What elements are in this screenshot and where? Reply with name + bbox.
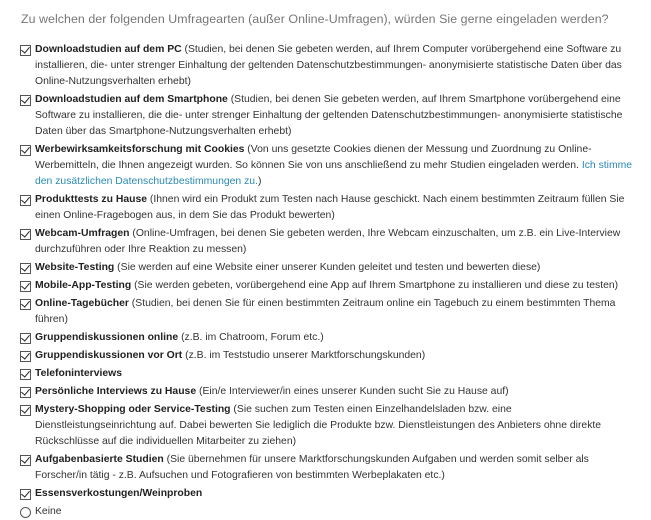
checkmark-icon bbox=[21, 368, 30, 377]
option-description: (Studien, bei denen Sie gebeten werden, auf Ihrem Computer vorübergehend eine Software zu installieren, die- unter strenger Einhaltung der geltenden Datenschutzbestimmungen- anonymisierte statistische Daten über das Online-Nutzungsverhalten erhebt) bbox=[35, 44, 622, 87]
option-item[interactable] bbox=[20, 330, 633, 346]
checkmark-icon bbox=[21, 488, 30, 497]
option-title: Gruppendiskussionen vor Ort bbox=[35, 350, 183, 361]
option-item[interactable] bbox=[20, 192, 633, 224]
question-text: Zu welchen der folgenden Umfragearten (außer Online-Umfragen), würden Sie gerne eingeladen werden? bbox=[21, 12, 609, 26]
option-label bbox=[35, 42, 633, 90]
none-radio[interactable] bbox=[20, 507, 31, 518]
checkmark-icon bbox=[21, 94, 30, 103]
option-checkbox[interactable] bbox=[20, 455, 31, 466]
option-label bbox=[35, 260, 540, 276]
option-checkbox[interactable] bbox=[20, 263, 31, 274]
option-title: Gruppendiskussionen online bbox=[35, 332, 179, 343]
option-title: Website-Testing bbox=[35, 262, 115, 273]
checkmark-icon bbox=[21, 404, 30, 413]
option-label bbox=[35, 366, 122, 382]
option-label bbox=[35, 92, 633, 140]
option-checkbox[interactable] bbox=[20, 405, 31, 416]
none-label: Keine bbox=[35, 506, 62, 517]
option-description: (Von uns gesetzte Cookies dienen der Messung und Zuordnung zu Online-Werbemitteln, die Ihnen angezeigt wurden. So können Sie von uns anschließend zu mehr Studien eingeladen werden. bbox=[35, 144, 592, 171]
option-description: (Sie werden auf eine Website einer unserer Kunden geleitet und testen und bewerten diese) bbox=[114, 262, 541, 273]
option-label bbox=[35, 402, 633, 450]
checkmark-icon bbox=[21, 44, 30, 53]
checkmark-icon bbox=[21, 262, 30, 271]
option-label bbox=[35, 226, 633, 258]
option-none[interactable] bbox=[20, 504, 633, 520]
option-description-tail: ) bbox=[257, 176, 262, 187]
option-item[interactable] bbox=[20, 142, 633, 190]
option-description: (Ihnen wird ein Produkt zum Testen nach Hause geschickt. Nach einem bestimmten Zeitraum füllen Sie einen Online-Fragebogen aus, in dem Sie das Produkt bewerten) bbox=[35, 194, 625, 221]
option-label bbox=[35, 348, 425, 364]
option-title: Aufgabenbasierte Studien bbox=[35, 454, 164, 465]
option-item[interactable] bbox=[20, 226, 633, 258]
option-title: Mobile-App-Testing bbox=[35, 280, 132, 291]
option-checkbox[interactable] bbox=[20, 351, 31, 362]
option-description: (z.B. im Teststudio unserer Marktforschungskunden) bbox=[182, 350, 426, 361]
option-label bbox=[35, 278, 618, 294]
checkmark-icon bbox=[21, 454, 30, 463]
option-item[interactable] bbox=[20, 296, 633, 328]
option-item[interactable] bbox=[20, 486, 633, 502]
checkmark-icon bbox=[21, 194, 30, 203]
option-checkbox[interactable] bbox=[20, 369, 31, 380]
option-description: (Studien, bei denen Sie gebeten werden, auf Ihrem Smartphone vorübergehend eine Software zu installieren, die die- unter strenger Einhaltung der geltenden Datenschutzbestimmungen- anonymisierte statistische Daten über das Smartphone-Nutzungsverhalten erhebt) bbox=[35, 94, 623, 137]
option-item[interactable] bbox=[20, 366, 633, 382]
option-description: (Sie suchen zum Testen einen Einzelhandelsladen bzw. eine Dienstleistungseinrichtung auf. Dabei bewerten Sie lediglich die Produkte bzw. Dienstleistungen des Anbieters ohne direkte Rückschlüsse auf die individuellen Mitarbeiter zu ziehen) bbox=[35, 404, 602, 447]
option-label bbox=[35, 486, 202, 502]
option-item[interactable] bbox=[20, 348, 633, 364]
option-description: (Ein/e Interviewer/in eines unserer Kunden sucht Sie zu Hause auf) bbox=[196, 386, 509, 397]
option-label bbox=[35, 192, 633, 224]
option-title: Essensverkostungen/Weinproben bbox=[35, 488, 203, 499]
option-checkbox[interactable] bbox=[20, 229, 31, 240]
option-checkbox[interactable] bbox=[20, 95, 31, 106]
option-title: Telefoninterviews bbox=[35, 368, 122, 379]
checkmark-icon bbox=[21, 298, 30, 307]
option-item[interactable] bbox=[20, 452, 633, 484]
option-description: (Online-Umfragen, bei denen Sie gebeten werden, Ihre Webcam einzuschalten, um z.B. ein Live-Interview durchzuführen oder Ihre Reaktion zu messen) bbox=[35, 228, 621, 255]
option-item[interactable] bbox=[20, 260, 633, 276]
option-title: Online-Tagebücher bbox=[35, 298, 129, 309]
option-title: Webcam-Umfragen bbox=[35, 228, 130, 239]
option-checkbox[interactable] bbox=[20, 387, 31, 398]
checkmark-icon bbox=[21, 386, 30, 395]
option-label bbox=[35, 296, 633, 328]
option-label bbox=[35, 452, 633, 484]
option-checkbox[interactable] bbox=[20, 145, 31, 156]
option-label bbox=[35, 330, 324, 346]
checkmark-icon bbox=[21, 280, 30, 289]
option-title: Mystery-Shopping oder Service-Testing bbox=[35, 404, 231, 415]
option-title: Werbewirksamkeitsforschung mit Cookies bbox=[35, 144, 245, 155]
option-item[interactable] bbox=[20, 42, 633, 90]
checkmark-icon bbox=[21, 350, 30, 359]
option-checkbox[interactable] bbox=[20, 195, 31, 206]
option-checkbox[interactable] bbox=[20, 45, 31, 56]
option-title: Downloadstudien auf dem Smartphone bbox=[35, 94, 228, 105]
option-title: Downloadstudien auf dem PC bbox=[35, 44, 182, 55]
option-checkbox[interactable] bbox=[20, 299, 31, 310]
option-checkbox[interactable] bbox=[20, 281, 31, 292]
checkmark-icon bbox=[21, 144, 30, 153]
option-checkbox[interactable] bbox=[20, 333, 31, 344]
option-title: Produkttests zu Hause bbox=[35, 194, 148, 205]
option-item[interactable] bbox=[20, 384, 633, 400]
checkmark-icon bbox=[21, 332, 30, 341]
options-list bbox=[20, 42, 633, 502]
option-checkbox[interactable] bbox=[20, 489, 31, 500]
option-item[interactable] bbox=[20, 402, 633, 450]
option-label bbox=[35, 384, 509, 400]
option-title: Persönliche Interviews zu Hause bbox=[35, 386, 197, 397]
option-item[interactable] bbox=[20, 278, 633, 294]
option-label bbox=[35, 142, 633, 190]
option-description: (Studien, bei denen Sie für einen bestimmten Zeitraum online ein Tagebuch zu einem bestimmten Thema führen) bbox=[35, 298, 616, 325]
privacy-consent-link[interactable]: Ich stimme den zusätzlichen Datenschutzbestimmungen zu. bbox=[35, 160, 633, 187]
checkmark-icon bbox=[21, 228, 30, 237]
option-description: (z.B. im Chatroom, Forum etc.) bbox=[178, 332, 324, 343]
option-item[interactable] bbox=[20, 92, 633, 140]
option-description: (Sie übernehmen für unsere Marktforschungskunden Aufgaben und werden somit selber als Forscher/in tätig - z.B. Aufsuchen und Fotografieren von bestimmten Werbeplakaten etc.) bbox=[35, 454, 589, 481]
option-description: (Sie werden gebeten, vorübergehend eine App auf Ihrem Smartphone zu installieren und diese zu testen) bbox=[131, 280, 619, 291]
